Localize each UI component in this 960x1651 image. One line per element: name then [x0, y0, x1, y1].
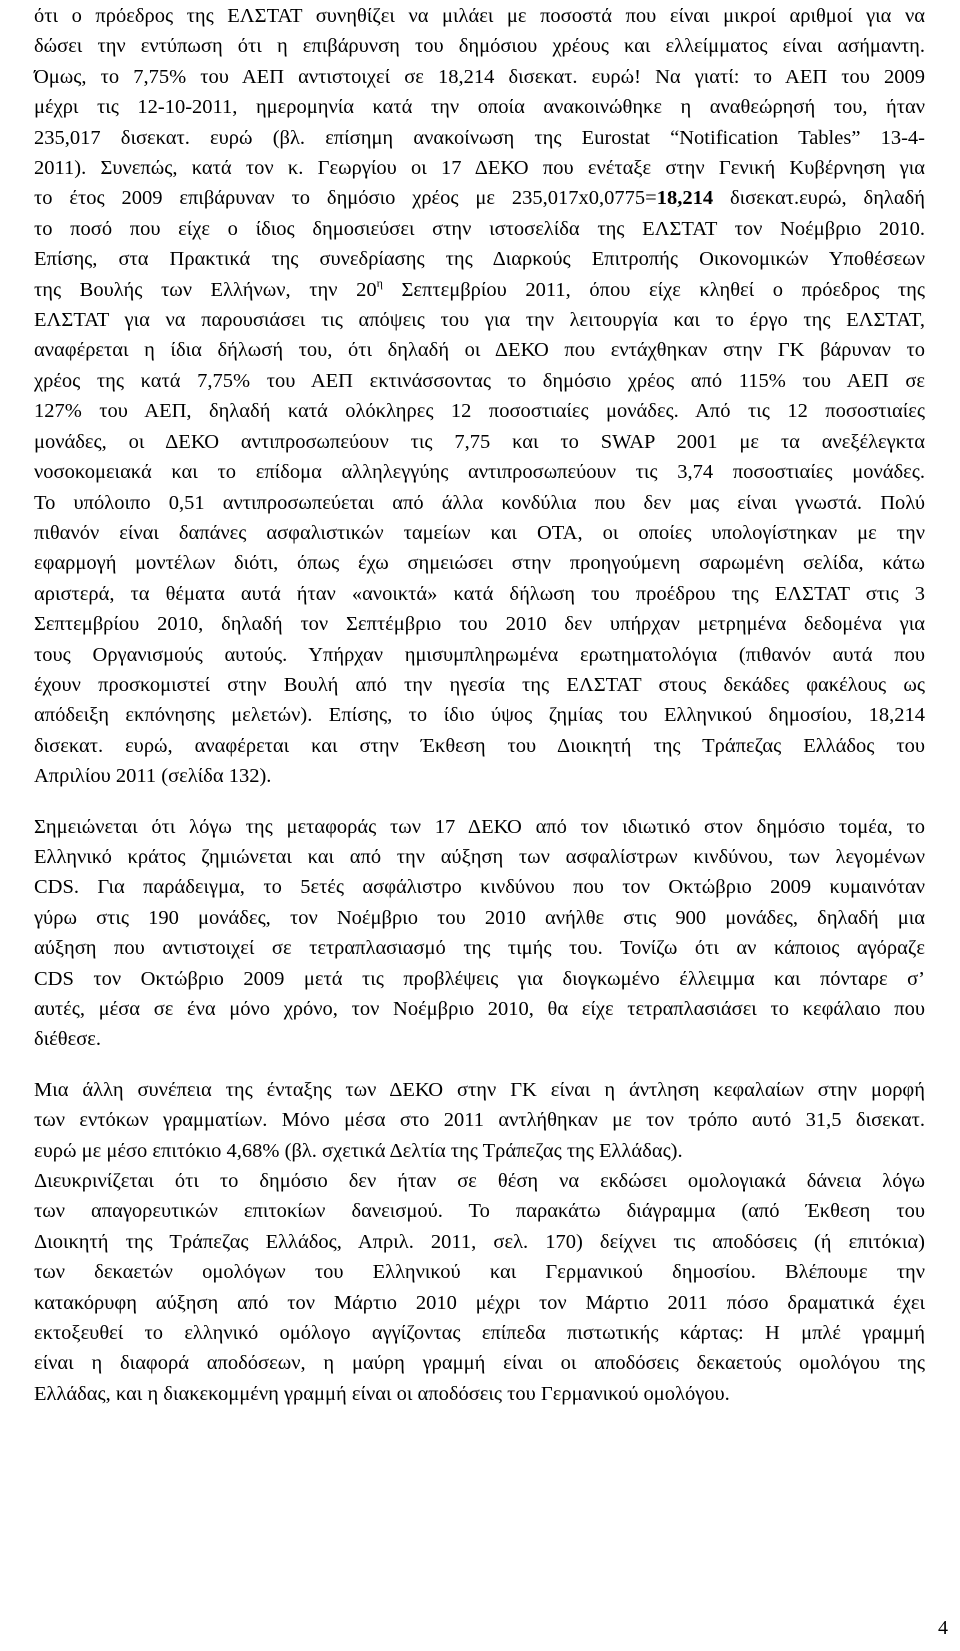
text-line: Ελληνικό κράτος ζημιώνεται και από την αύξηση των ασφαλίστρων κινδύνου, των λεγομένων: [34, 845, 925, 868]
document-page: [34, 0, 925, 1409]
text-line: το ποσό που είχε ο ίδιος δημοσιεύσει στην ιστοσελίδα της ΕΛΣΤΑΤ τον Νοέμβριο 2010.: [34, 217, 925, 240]
text-segment: της Βουλής των Ελλήνων, την 20: [34, 278, 377, 301]
text-line: 127% του ΑΕΠ, δηλαδή κατά ολόκληρες 12 ποσοστιαίες μονάδες. Από τις 12 ποσοστιαίες: [34, 400, 925, 423]
page-number: 4: [938, 1617, 948, 1639]
text-line: Το υπόλοιπο 0,51 αντιπροσωπεύεται από άλλα κονδύλια που δεν μας είναι γνωστά. Πολύ: [34, 491, 925, 514]
text-line: CDS. Για παράδειγμα, το 5ετές ασφάλιστρο κινδύνου που τον Οκτώβριο 2009 κυμαινόταν: [34, 876, 925, 899]
text-line: ότι ο πρόεδρος της ΕΛΣΤΑΤ συνηθίζει να μιλάει με ποσοστά που είναι μικροί αριθμοί για να: [34, 5, 925, 27]
text-line: ΕΛΣΤΑΤ για να παρουσιάσει τις απόψεις του για την λειτουργία και το έργο της ΕΛΣΤΑΤ,: [34, 309, 925, 332]
bold-value: 18,214: [656, 187, 714, 210]
text-segment: το έτος 2009 επιβάρυναν το δημόσιο χρέος με 235,017x0,0775=: [34, 187, 657, 210]
text-line: Διευκρινίζεται ότι το δημόσιο δεν ήταν σε θέση να εκδώσει ομολογιακά δάνεια λόγω: [34, 1170, 925, 1193]
text-line: Επίσης, στα Πρακτικά της συνεδρίασης της Διαρκούς Επιτροπής Οικονομικών Υποθέσεων: [34, 248, 925, 271]
superscript: η: [376, 275, 383, 290]
text-line: χρέος της κατά 7,75% του ΑΕΠ εκτινάσσοντας το δημόσιο χρέος από 115% του ΑΕΠ σε: [34, 369, 925, 392]
text-line: Απριλίου 2011 (σελίδα 132).: [34, 765, 272, 788]
text-line: νοσοκομειακά και το επίδομα αλληλεγγύης αντιπροσωπεύουν τις 3,74 ποσοστιαίες μονάδες.: [34, 461, 925, 484]
text-line: έχουν προσκομιστεί στην Βουλή από την ηγεσία της ΕΛΣΤΑΤ στους δεκάδες φακέλους ως: [34, 673, 925, 696]
text-line: απόδειξη εκπόνησης μελετών). Επίσης, το ίδιο ύψος ζημίας του Ελληνικού δημοσίου, 18,214: [34, 704, 925, 727]
text-line: Διοικητή της Τράπεζας Ελλάδος, Απριλ. 2011, σελ. 170) δείχνει τις αποδόσεις (ή επιτόκια): [34, 1230, 925, 1253]
text-line: εκτοξευθεί το ελληνικό ομόλογο αγγίζοντας επίπεδα πιστωτικής κάρτας: Η μπλέ γραμμή: [34, 1322, 925, 1345]
text-line: των δεκαετών ομολόγων του Ελληνικού και Γερμανικού δημοσίου. Βλέπουμε την: [34, 1261, 925, 1284]
text-line: [34, 275, 925, 305]
text-line: CDS τον Οκτώβριο 2009 μετά τις προβλέψεις για διογκωμένο έλλειμμα και πόνταρε σ’: [34, 967, 925, 990]
paragraph-cds: [34, 812, 925, 1055]
text-line: εφαρμογή μοντέλων διότι, όπως έχω σημειώσει στην προηγούμενη σαρωμένη σελίδα, κάτω: [34, 552, 925, 575]
text-line: διέθεσε.: [34, 1028, 101, 1051]
paragraph-elstat-statement: [34, 1, 925, 792]
text-line: Σεπτεμβρίου 2010, δηλαδή τον Σεπτέμβριο του 2010 δεν υπήρχαν μετρημένα δεδομένα για: [34, 613, 925, 636]
text-line: Όμως, το 7,75% του ΑΕΠ αντιστοιχεί σε 18,214 δισεκατ. ευρώ! Να γιατί: το ΑΕΠ του 2009: [34, 65, 925, 88]
text-line: Μια άλλη συνέπεια της ένταξης των ΔΕΚΟ στην ΓΚ είναι η άντληση κεφαλαίων στην μορφή: [34, 1078, 925, 1101]
text-line: ευρώ με μέσο επιτόκιο 4,68% (βλ. σχετικά Δελτία της Τράπεζας της Ελλάδας).: [34, 1139, 683, 1162]
text-line: Σημειώνεται ότι λόγω της μεταφοράς των 17 ΔΕΚΟ από τον ιδιωτικό στον δημόσιο τομέα, το: [34, 815, 925, 838]
text-line: τους Οργανισμούς αυτούς. Υπήρχαν ημισυμπληρωμένα ερωτηματολόγια (πιθανόν αυτά που: [34, 643, 925, 666]
text-line: δώσει την εντύπωση ότι η επιβάρυνση του δημόσιου χρέους και ελλείμματος είναι ασήμαντη.: [34, 35, 925, 58]
text-line: αναφέρεται η ίδια δήλωσή του, ότι δηλαδή οι ΔΕΚΟ που εντάχθηκαν στην ΓΚ βάρυναν το: [34, 339, 925, 362]
text-line: αύξηση που αντιστοιχεί σε τετραπλασιασμό της τιμής του. Τονίζω ότι αν κάποιος αγόραζε: [34, 937, 925, 960]
text-line: πιθανόν είναι δαπάνες ασφαλιστικών ταμείων και ΟΤΑ, οι οποίες υπολογίστηκαν με την: [34, 521, 925, 544]
text-line: είναι η διαφορά αποδόσεων, η μαύρη γραμμή είναι οι αποδόσεις δεκαετούς ομολόγου της: [34, 1352, 925, 1375]
text-line: μέχρι τις 12-10-2011, ημερομηνία κατά την οποία ανακοινώθηκε η αναθεώρησή του, ήταν: [34, 96, 925, 119]
text-line: των απαγορευτικών επιτοκίων δανεισμού. Το παρακάτω διάγραμμα (από Έκθεση του: [34, 1200, 925, 1223]
text-line: κατακόρυφη αύξηση από τον Μάρτιο 2010 μέχρι τον Μάρτιο 2011 πόσο δραματικά έχει: [34, 1291, 925, 1314]
text-segment: δισεκατ.ευρώ, δηλαδή: [713, 187, 925, 210]
paragraph-treasury-bills: [34, 1075, 925, 1409]
text-segment: Σεπτεμβρίου 2011, όπου είχε κληθεί ο πρόεδρος της: [382, 278, 926, 301]
text-line: αυτές, μέσα σε ένα μόνο χρόνο, τον Νοέμβριο 2010, θα είχε τετραπλασιάσει το κεφάλαιο που: [34, 998, 925, 1020]
text-line: δισεκατ. ευρώ, αναφέρεται και στην Έκθεση του Διοικητή της Τράπεζας Ελλάδος του: [34, 734, 925, 757]
text-line: μονάδες, οι ΔΕΚΟ αντιπροσωπεύουν τις 7,75 και το SWAP 2001 με τα ανεξέλεγκτα: [34, 430, 925, 453]
text-line: Ελλάδας, και η διακεκομμένη γραμμή είναι οι αποδόσεις του Γερμανικού ομολόγου.: [34, 1382, 730, 1405]
text-line: [34, 183, 925, 213]
text-line: γύρω στις 190 μονάδες, τον Νοέμβριο του 2010 ανήλθε στις 900 μονάδες, δηλαδή μια: [34, 906, 925, 929]
text-line: 235,017 δισεκατ. ευρώ (βλ. επίσημη ανακοίνωση της Eurostat “Notification Tables” 13-4-: [34, 126, 925, 149]
text-line: αριστερά, τα θέματα αυτά ήταν «ανοικτά» κατά δήλωση του προέδρου της ΕΛΣΤΑΤ στις 3: [34, 582, 925, 605]
text-line: των εντόκων γραμματίων. Μόνο μέσα στο 2011 αντλήθηκαν με τον τρόπο αυτό 31,5 δισεκατ.: [34, 1109, 925, 1132]
text-line: 2011). Συνεπώς, κατά τον κ. Γεωργίου οι 17 ΔΕΚΟ που ενέταξε στην Γενική Κυβέρνηση για: [34, 157, 925, 180]
